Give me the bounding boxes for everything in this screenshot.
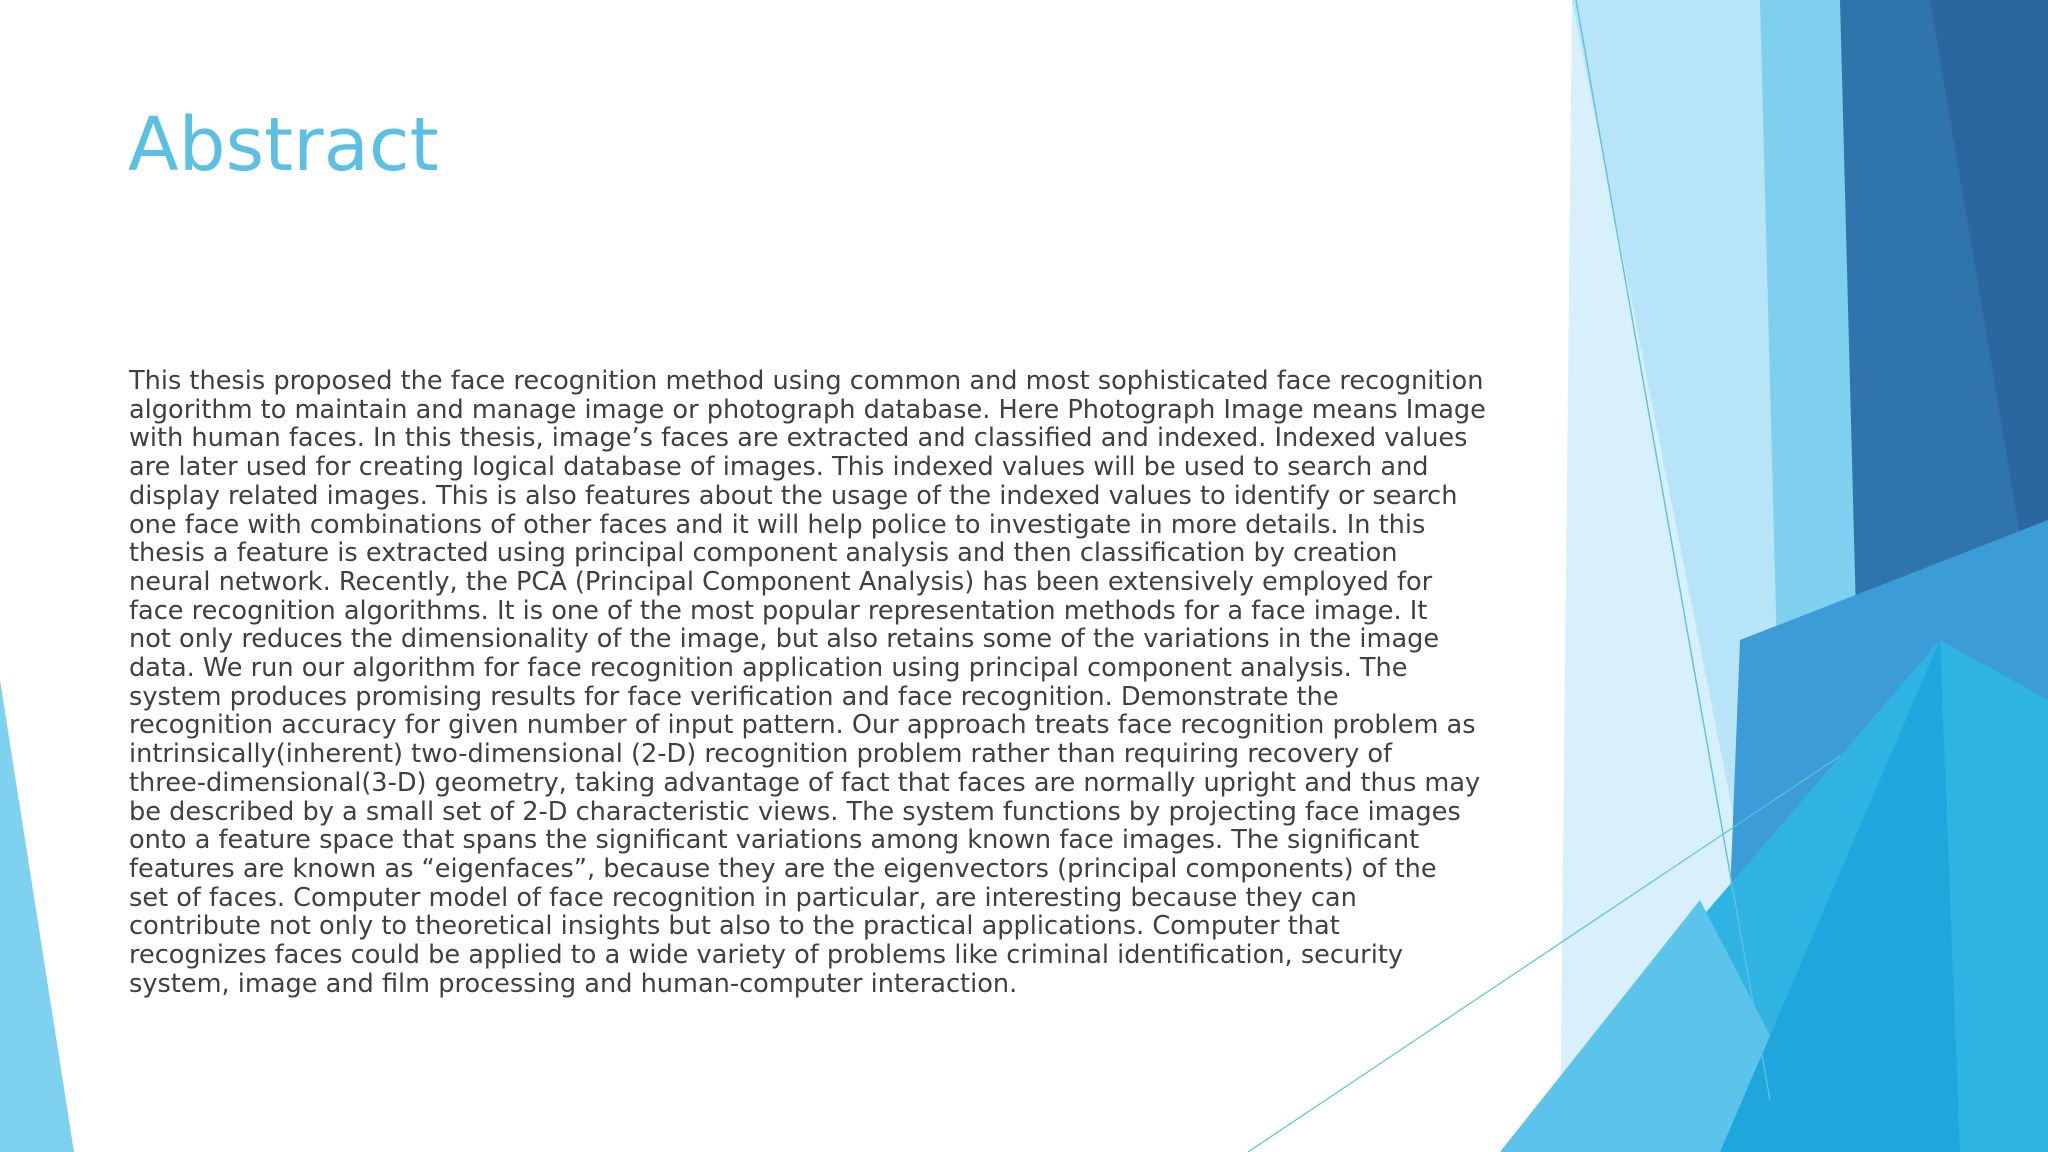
abstract-line: contribute not only to theoretical insights but also to the practical applications. Computer that — [129, 911, 1340, 942]
abstract-line: thesis a feature is extracted using principal component analysis and then classification by creation — [129, 538, 1398, 569]
abstract-line: system produces promising results for face verification and face recognition. Demonstrate the — [129, 681, 1339, 712]
abstract-line: intrinsically(inherent) two-dimensional (2-D) recognition problem rather than requiring recovery of — [129, 739, 1393, 770]
abstract-line: recognition accuracy for given number of input pattern. Our approach treats face recognition problem as — [129, 710, 1476, 741]
abstract-line: display related images. This is also features about the usage of the indexed values to identify or search — [129, 480, 1458, 511]
left-accent-shape — [0, 680, 74, 1152]
abstract-line: not only reduces the dimensionality of the image, but also retains some of the variations in the image — [129, 624, 1440, 655]
abstract-line: system, image and film processing and human-computer interaction. — [129, 968, 1018, 999]
abstract-line: algorithm to maintain and manage image or photograph database. Here Photograph Image means Image — [129, 394, 1486, 425]
abstract-body — [129, 367, 1569, 998]
abstract-line: onto a feature space that spans the significant variations among known face images. The significant — [129, 825, 1420, 856]
abstract-line: are later used for creating logical database of images. This indexed values will be used to search and — [129, 452, 1429, 483]
abstract-line: neural network. Recently, the PCA (Principal Component Analysis) has been extensively employed for — [129, 566, 1433, 597]
abstract-line: three-dimensional(3-D) geometry, taking advantage of fact that faces are normally upright and thus may — [129, 767, 1481, 798]
slide-title: Abstract — [128, 102, 439, 188]
abstract-line: with human faces. In this thesis, image’s faces are extracted and classified and indexed. Indexed values — [129, 423, 1468, 454]
abstract-line: be described by a small set of 2-D characteristic views. The system functions by projecting face images — [129, 796, 1461, 827]
abstract-line: one face with combinations of other faces and it will help police to investigate in more details. In this — [129, 509, 1426, 540]
abstract-line: features are known as “eigenfaces”, because they are the eigenvectors (principal components) of the — [129, 853, 1437, 884]
abstract-line: set of faces. Computer model of face recognition in particular, are interesting because they can — [129, 882, 1357, 913]
abstract-line: data. We run our algorithm for face recognition application using principal component analysis. The — [129, 653, 1408, 684]
abstract-line: This thesis proposed the face recognition method using common and most sophisticated face recognition — [129, 366, 1484, 396]
abstract-line: face recognition algorithms. It is one of the most popular representation methods for a face image. It — [129, 595, 1428, 626]
abstract-line: recognizes faces could be applied to a wide variety of problems like criminal identification, security — [129, 940, 1404, 971]
